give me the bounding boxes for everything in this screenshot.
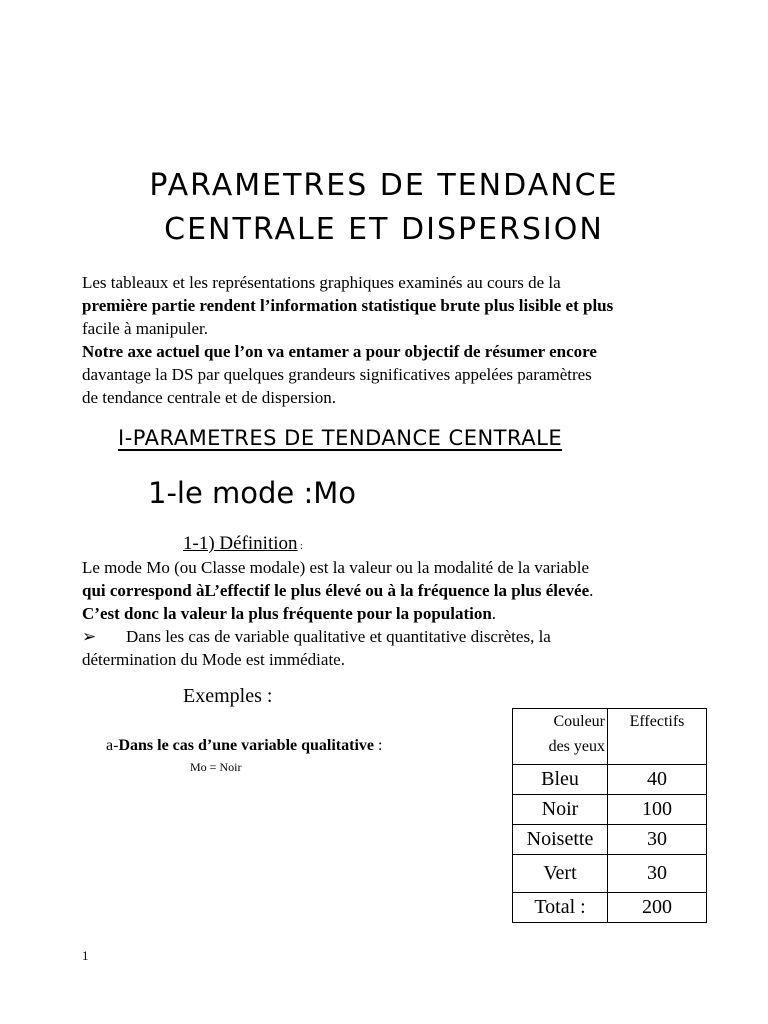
table-header-row <box>513 709 707 765</box>
table-cell-value: 200 <box>608 893 707 923</box>
table-cell-label: Vert <box>513 855 608 893</box>
intro-line: facile à manipuler. <box>82 319 209 338</box>
eye-color-frequency-table <box>512 708 707 923</box>
intro-line: première partie rendent l’information statistique brute plus lisible et plus <box>82 296 614 315</box>
definition-heading-text: 1-1) Définition <box>183 533 298 554</box>
table-cell-value: 30 <box>608 855 707 893</box>
table-cell-value: 100 <box>608 795 707 825</box>
bullet-text: Dans les cas de variable qualitative et quantitative discrètes, la <box>126 627 551 646</box>
table-header-count: Effectifs <box>608 709 707 765</box>
header-color-line-1: Couleur <box>553 713 605 730</box>
arrow-bullet-icon: ➢ <box>82 627 97 646</box>
header-color-line-2: des yeux <box>548 738 605 755</box>
definition-line-bold: C’est donc la valeur la plus fréquente pour la population <box>82 604 492 623</box>
mode-result: Mo = Noir <box>190 760 242 774</box>
table-cell-label: Noisette <box>513 825 608 855</box>
definition-line <box>82 602 732 625</box>
table-cell-label: Total : <box>513 893 608 923</box>
table-header-color <box>513 709 608 765</box>
table-row <box>513 855 707 893</box>
definition-line: Le mode Mo (ou Classe modale) est la valeur ou la modalité de la variable <box>82 558 589 577</box>
definition-line-end: . <box>491 604 497 623</box>
page-number: 1 <box>82 948 89 963</box>
table-row <box>513 825 707 855</box>
table-row <box>513 765 707 795</box>
section-heading: I-PARAMETRES DE TENDANCE CENTRALE <box>118 426 563 450</box>
definition-line-bold: qui correspond àL’effectif le plus élevé ou à la fréquence la plus élevée <box>82 581 590 600</box>
table-cell-value: 40 <box>608 765 707 795</box>
document-title-line-2: CENTRALE ET DISPERSION <box>164 212 604 247</box>
definition-heading-suffix: : <box>297 541 303 552</box>
table-row-total <box>513 893 707 923</box>
definition-heading <box>183 533 303 555</box>
bullet-line-continued: détermination du Mode est immédiate. <box>82 650 345 669</box>
definition-line <box>82 579 732 602</box>
qualitative-suffix: : <box>374 737 383 754</box>
intro-line: de tendance centrale et de dispersion. <box>82 388 336 407</box>
intro-line: Notre axe actuel que l’on va entamer a pour objectif de résumer encore <box>82 342 597 361</box>
document-title-line-1: PARAMETRES DE TENDANCE <box>149 168 619 203</box>
definition-body <box>82 556 732 671</box>
intro-paragraphs <box>82 271 722 409</box>
table-cell-value: 30 <box>608 825 707 855</box>
table-cell-label: Noir <box>513 795 608 825</box>
qualitative-prefix: a- <box>106 737 119 754</box>
qualitative-example-label <box>106 737 382 755</box>
definition-line-end: . <box>589 581 594 600</box>
intro-line: Les tableaux et les représentations graphiques examinés au cours de la <box>82 273 561 292</box>
table-row <box>513 795 707 825</box>
intro-line: davantage la DS par quelques grandeurs significatives appelées paramètres <box>82 365 592 384</box>
table-cell-label: Bleu <box>513 765 608 795</box>
qualitative-bold-text: Dans le cas d’une variable qualitative <box>118 737 374 754</box>
examples-label: Exemples : <box>183 685 273 707</box>
sub-heading-mode: 1-le mode :Mo <box>148 476 357 510</box>
bullet-line <box>82 625 732 648</box>
